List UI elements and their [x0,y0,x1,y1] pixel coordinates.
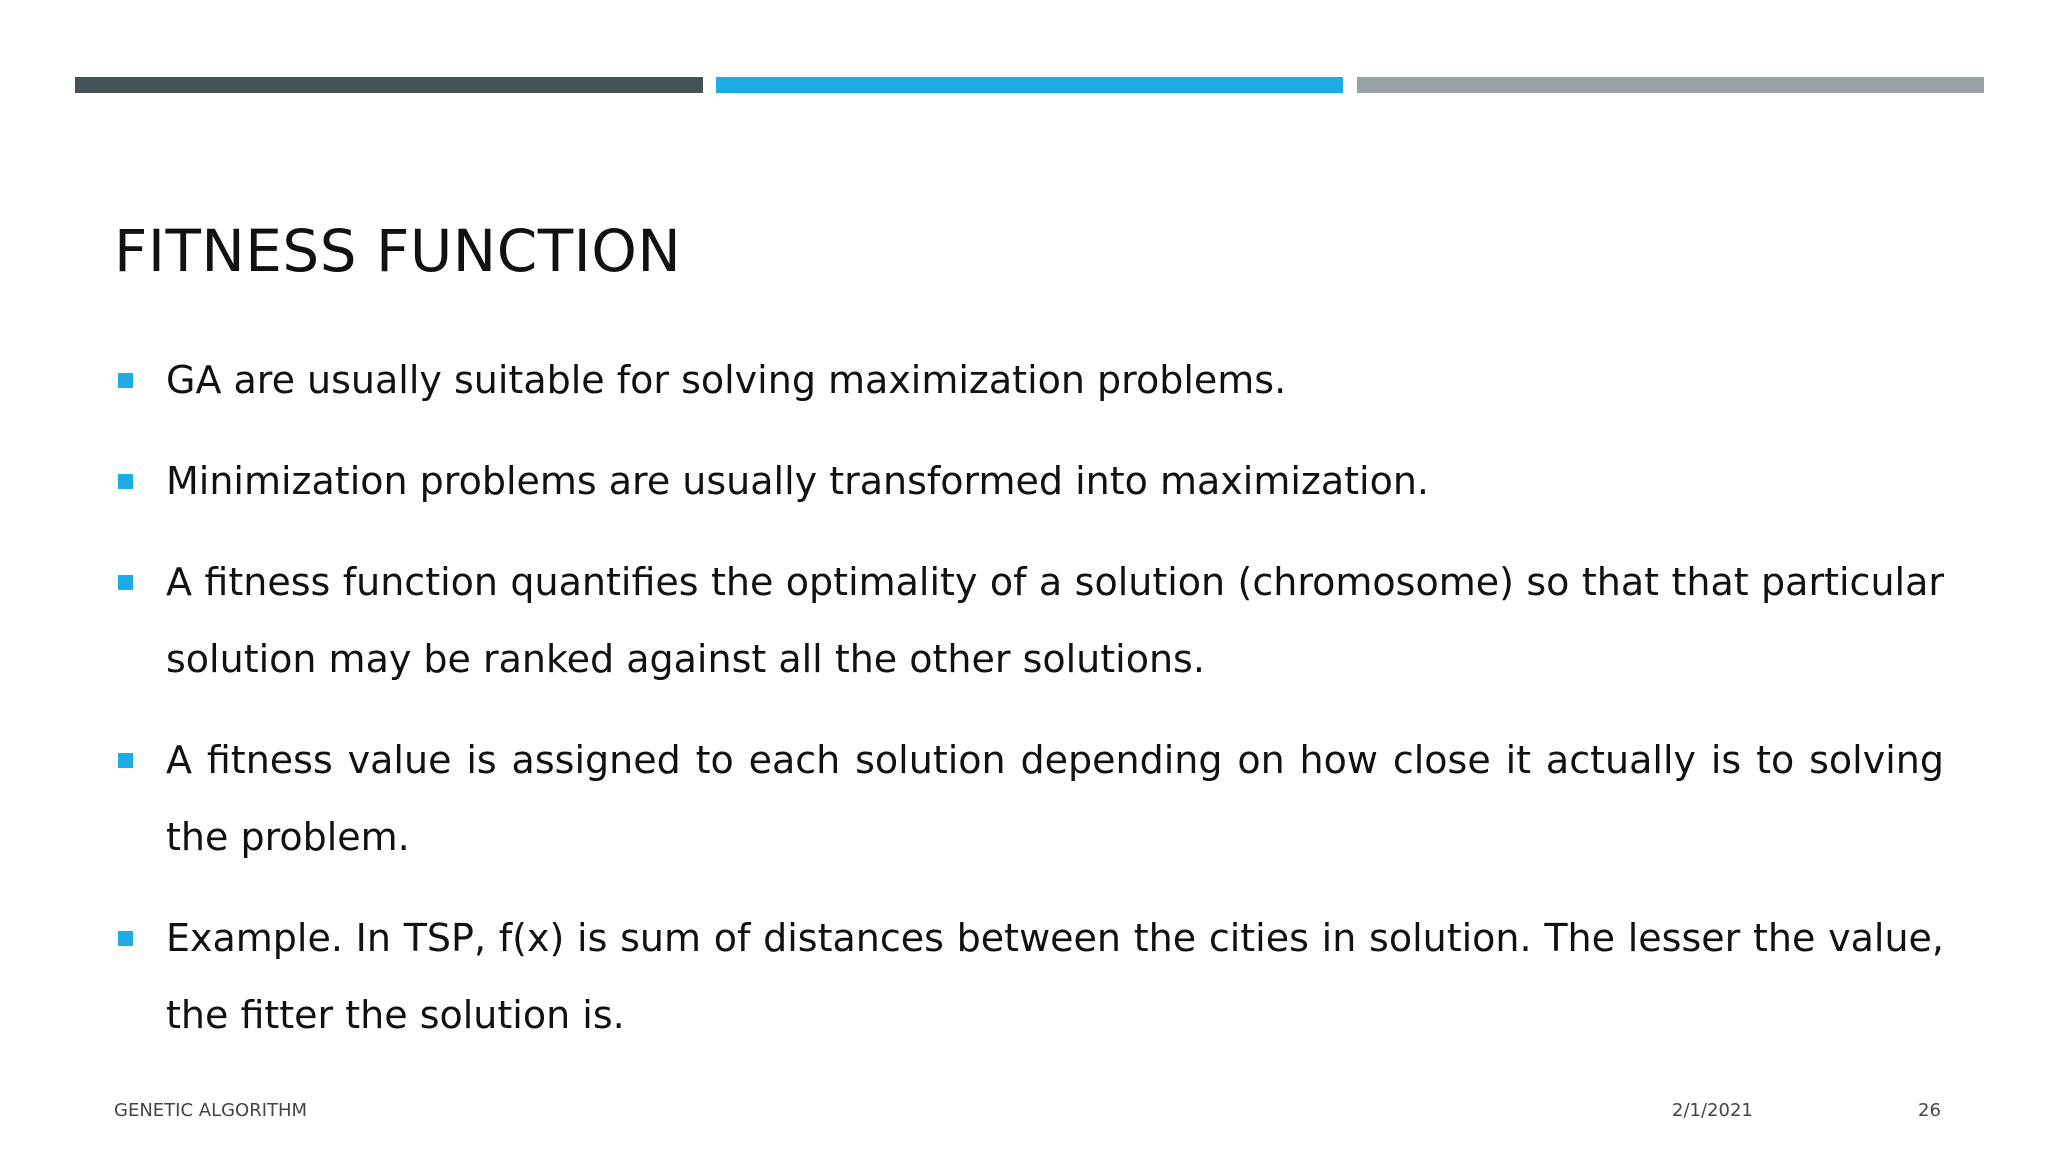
bullet-text: Example. In TSP, f(x) is sum of distances between the cities in solution. The lesser the value, the fitter the solution is. [166,916,1944,1037]
footer-title: GENETIC ALGORITHM [114,1100,308,1121]
bullet-item [114,342,1944,419]
bullet-item [114,722,1944,876]
bullet-list [114,342,1944,1078]
bullet-text: GA are usually suitable for solving maximization problems. [166,358,1287,402]
bullet-text: Minimization problems are usually transformed into maximization. [166,459,1429,503]
bullet-text: A fitness value is assigned to each solution depending on how close it actually is to solving the problem. [166,738,1944,859]
square-bullet-icon [118,474,133,489]
bullet-item [114,900,1944,1054]
footer-date: 2/1/2021 [1672,1100,1753,1121]
slide-title: FITNESS FUNCTION [114,217,682,285]
top-accent-bar-blue [716,77,1343,93]
page-number: 26 [1918,1100,1941,1121]
square-bullet-icon [118,575,133,590]
top-accent-bar-dark [75,77,703,93]
square-bullet-icon [118,373,133,388]
square-bullet-icon [118,931,133,946]
square-bullet-icon [118,753,133,768]
bullet-item [114,544,1944,698]
bullet-text: A fitness function quantifies the optimality of a solution (chromosome) so that that particular solution may be ranked against all the other solutions. [166,560,1944,681]
bullet-item [114,443,1944,520]
top-accent-bar-gray [1357,77,1984,93]
